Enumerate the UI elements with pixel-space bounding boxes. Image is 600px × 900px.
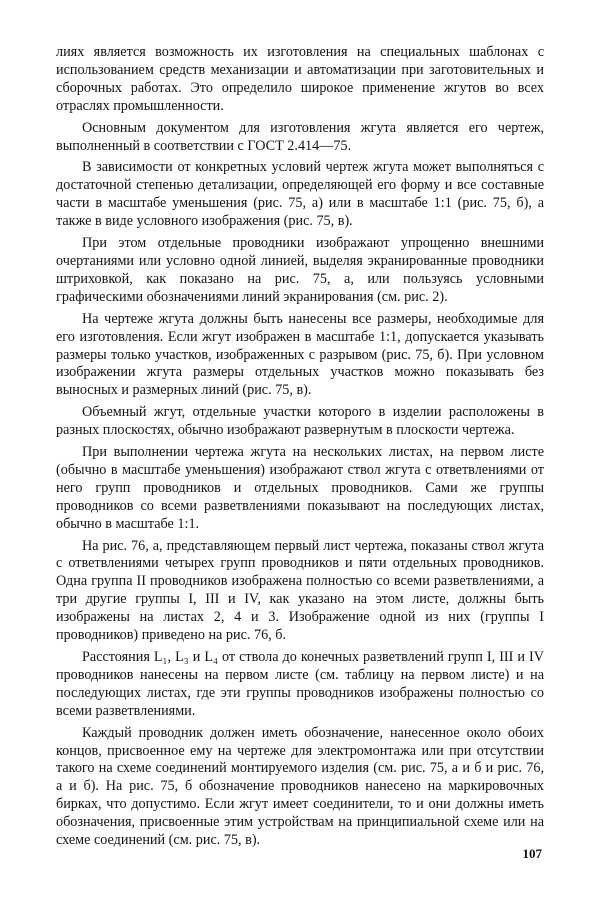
paragraph-7: При выполнении чертежа жгута на нескольких листах, на первом листе (обычно в масштабе уменьшения) изображают ствол жгута с ответвлениями от него групп проводников и отдельных проводников. Сами же группы проводников со всеми разветвлениями показывают на последующих листах, обычно в масштабе 1:1.: [56, 444, 544, 532]
paragraph-2: Основным документом для изготовления жгута является его чертеж, выполненный в соответствии с ГОСТ 2.414—75.: [56, 119, 544, 154]
paragraph-10: Каждый проводник должен иметь обозначение, нанесенное около обоих концов, присвоенное ему на чертеже для электромонтажа или при отсутствии такого на схеме соединений монтируемого изделия (см. рис. 75, а и б и рис. 76, а и б). На рис. 75, б обозначение проводников нанесено на маркировочных бирках, что допустимо. Если жгут имеет соединители, то и они должны иметь обозначения, присвоенные этим устройствам на принципиальной схеме или на схеме соединений (см. рис. 75, в).: [56, 724, 544, 849]
page-body: [56, 44, 544, 854]
paragraph-5: На чертеже жгута должны быть нанесены все размеры, необходимые для его изготовления. Если жгут изображен в масштабе 1:1, допускается указывать размеры только участков, изображенных с разрывом (рис. 75, б). При условном изображении жгута размеры отдельных участков можно показывать без выносных и размерных линий (рис. 75, в).: [56, 310, 544, 399]
paragraph-6: Объемный жгут, отдельные участки которого в изделии расположены в разных плоскостях, обычно изображают развернутым в плоскости чертежа.: [56, 404, 544, 439]
paragraph-8: На рис. 76, а, представляющем первый лист чертежа, показаны ствол жгута с ответвлениями четырех групп проводников и пяти отдельных проводников. Одна группа II проводников изображена полностью со всеми разветвлениями, а три другие группы I, III и IV, как указано на этом листе, должны быть изображены на листах 2, 4 и 3. Изображение одной из них (группы I проводников) приведено на рис. 76, б.: [56, 537, 544, 644]
paragraph-4: При этом отдельные проводники изображают упрощенно внешними очертаниями или условно одной линией, выделяя экранированные проводники штриховкой, как показано на рис. 75, а, или пользуясь условными графическими обозначениями линий экранирования (см. рис. 2).: [56, 235, 544, 305]
paragraph-1: лиях является возможность их изготовления на специальных шаблонах с использованием средств механизации и автоматизации при заготовительных и сборочных работах. Это определило широкое применение жгутов во всех отраслях промышленности.: [56, 44, 544, 114]
paragraph-9: Расстояния L₁, L₃ и L₄ от ствола до конечных разветвлений групп I, III и IV проводников нанесены на первом листе (см. таблицу на первом листе) и на последующих листах, где эти группы проводников изображены полностью со всеми разветвлениями.: [56, 649, 544, 719]
paragraph-3: В зависимости от конкретных условий чертеж жгута может выполняться с достаточной степенью детализации, определяющей его форму и все составные части в масштабе уменьшения (рис. 75, а) или в масштабе 1:1 (рис. 75, б), а также в виде условного изображения (рис. 75, в).: [56, 159, 544, 230]
page-number: 107: [522, 846, 542, 861]
